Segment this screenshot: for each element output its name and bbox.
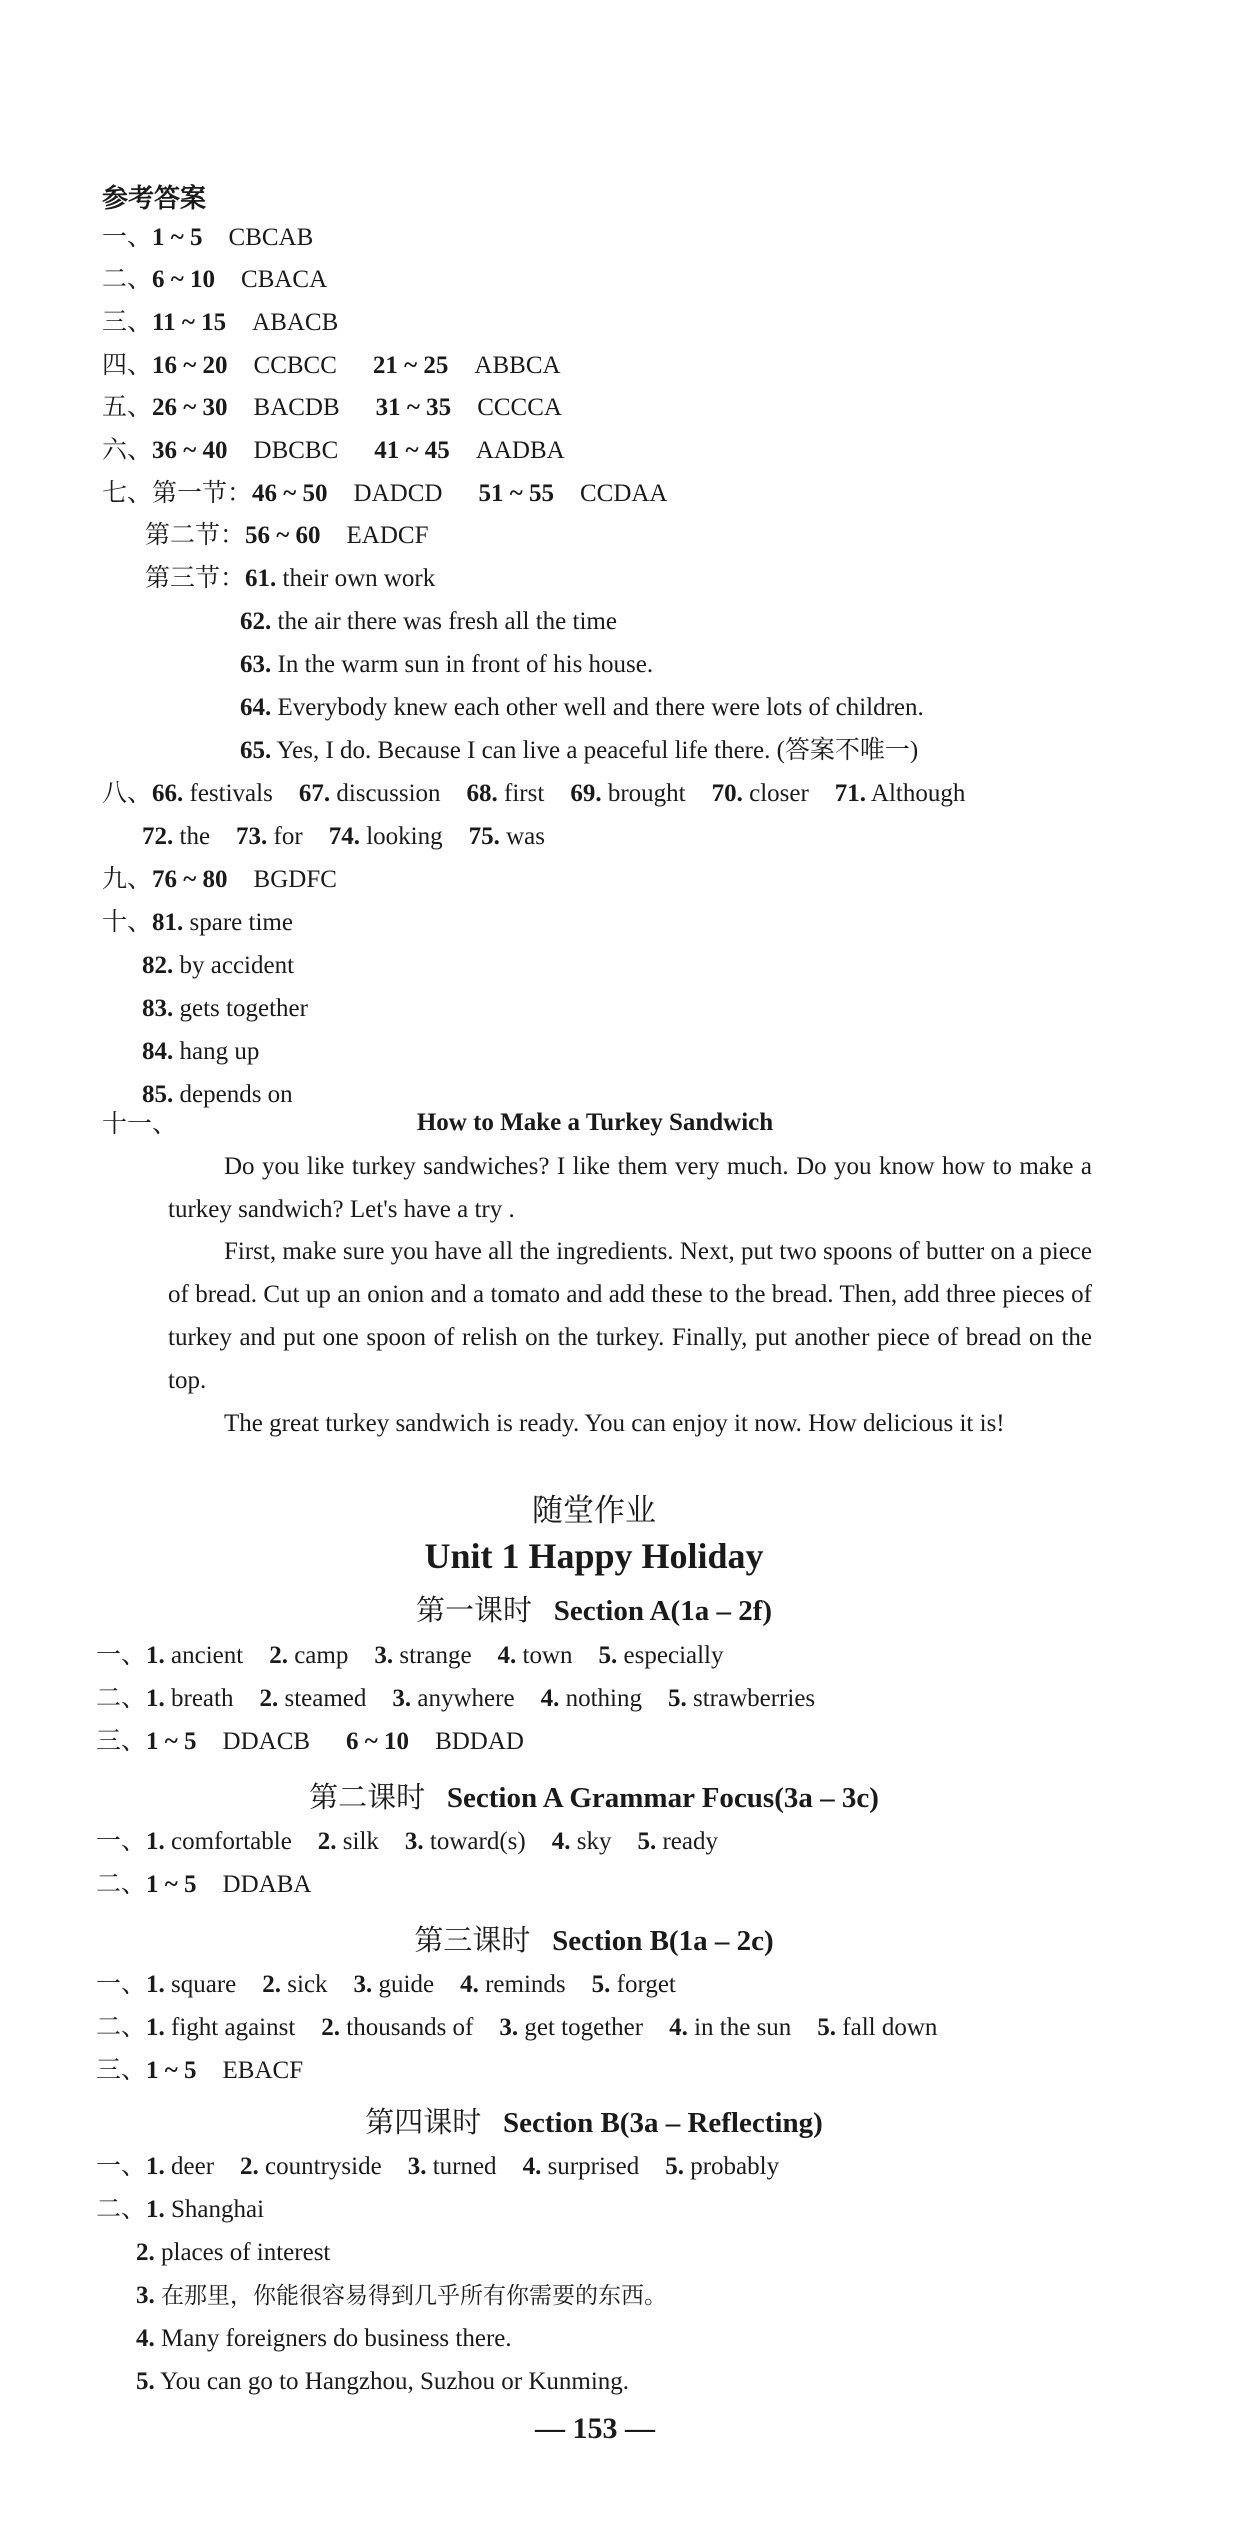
- answer-item-65: 65. Yes, I do. Because I can live a peaceful life there. (答案不唯一): [240, 737, 919, 764]
- answer-item-64: 64. Everybody knew each other well and there were lots of children.: [240, 694, 924, 721]
- lesson-3-title: 第三课时 Section B(1a – 2c): [414, 1923, 774, 1957]
- lesson-1-row-3: 三、1 ~ 5 DDACB 6 ~ 10 BDDAD: [96, 1728, 524, 1755]
- lesson-4-item-3: 3. 在那里，你能很容易得到几乎所有你需要的东西。: [136, 2282, 667, 2309]
- lesson-3-row-3: 三、1 ~ 5 EBACF: [96, 2057, 304, 2084]
- answer-row-9: 九、76 ~ 80 BGDFC: [102, 866, 337, 893]
- lesson-1-row-1: 一、1. ancient 2. camp 3. strange 4. town 5. especially: [96, 1642, 724, 1669]
- lesson-2-title: 第二课时 Section A Grammar Focus(3a – 3c): [309, 1780, 879, 1814]
- answer-row-10: 十、81. spare time: [102, 909, 293, 936]
- lesson-4-item-5: 5. You can go to Hangzhou, Suzhou or Kunming.: [136, 2368, 630, 2395]
- page-number: — 153 —: [535, 2412, 655, 2445]
- answer-row-4: 四、16 ~ 20 CCBCC 21 ~ 25 ABBCA: [102, 352, 561, 379]
- essay-number: 十一、: [102, 1111, 178, 1138]
- unit-title: Unit 1 Happy Holiday: [424, 1536, 764, 1576]
- lesson-3-row-2: 二、1. fight against 2. thousands of 3. get together 4. in the sun 5. fall down: [96, 2014, 938, 2041]
- answer-item-83: 83. gets together: [142, 995, 308, 1022]
- lesson-3-row-1: 一、1. square 2. sick 3. guide 4. reminds 5. forget: [96, 1971, 676, 1998]
- answer-item-62: 62. the air there was fresh all the time: [240, 608, 617, 635]
- lesson-2-row-1: 一、1. comfortable 2. silk 3. toward(s) 4. sky 5. ready: [96, 1828, 718, 1855]
- lesson-2-row-2: 二、1 ~ 5 DDABA: [96, 1871, 312, 1898]
- answer-row-6: 六、36 ~ 40 DBCBC 41 ~ 45 AADBA: [102, 437, 565, 464]
- answer-item-63: 63. In the warm sun in front of his house.: [240, 651, 654, 678]
- lesson-1-row-2: 二、1. breath 2. steamed 3. anywhere 4. nothing 5. strawberries: [96, 1685, 816, 1712]
- lesson-4-title: 第四课时 Section B(3a – Reflecting): [365, 2105, 823, 2139]
- answer-row-7-section-1: 七、第一节：46 ~ 50 DADCD 51 ~ 55 CCDAA: [102, 480, 668, 507]
- answer-item-82: 82. by accident: [142, 952, 295, 979]
- lesson-4-item-2: 2. places of interest: [136, 2239, 331, 2266]
- lesson-4-row-1: 一、1. deer 2. countryside 3. turned 4. surprised 5. probably: [96, 2153, 780, 2180]
- answer-row-7-section-2: 第二节：56 ~ 60 EADCF: [145, 522, 429, 549]
- lesson-4-item-4: 4. Many foreigners do business there.: [136, 2325, 512, 2352]
- answer-row-5: 五、26 ~ 30 BACDB 31 ~ 35 CCCCA: [102, 394, 562, 421]
- essay-paragraph-1: Do you like turkey sandwiches? I like them very much. Do you know how to make a turkey sandwich? Let's have a try .: [168, 1153, 1092, 1223]
- answer-row-7-section-3: 第三节：61. their own work: [145, 565, 436, 592]
- answer-item-85: 85. depends on: [142, 1081, 293, 1108]
- lesson-4-row-2: 二、1. Shanghai: [96, 2196, 265, 2223]
- essay-title: How to Make a Turkey Sandwich: [416, 1109, 774, 1136]
- lesson-1-title: 第一课时 Section A(1a – 2f): [415, 1593, 773, 1627]
- answer-item-84: 84. hang up: [142, 1038, 260, 1065]
- answer-row-1: 一、1 ~ 5 CBCAB: [102, 224, 314, 251]
- answer-row-3: 三、11 ~ 15 ABACB: [102, 309, 339, 336]
- homework-title: 随堂作业: [532, 1493, 656, 1529]
- answer-row-8-line-2: 72. the 73. for 74. looking 75. was: [142, 823, 545, 850]
- essay-paragraph-3: The great turkey sandwich is ready. You can enjoy it now. How delicious it is!: [224, 1410, 1005, 1437]
- answer-row-8-line-1: 八、66. festivals 67. discussion 68. first 69. brought 70. closer 71. Although: [102, 780, 966, 807]
- page-heading: 参考答案: [102, 184, 207, 214]
- essay-paragraph-2: First, make sure you have all the ingredients. Next, put two spoons of butter on a piece of bread. Cut up an onion and a tomato and add these to the bread. Then, add three pieces of turkey and put one spoon of relish on the turkey. Finally, put another piece of bread on the top.: [168, 1238, 1092, 1394]
- answer-row-2: 二、6 ~ 10 CBACA: [102, 266, 328, 293]
